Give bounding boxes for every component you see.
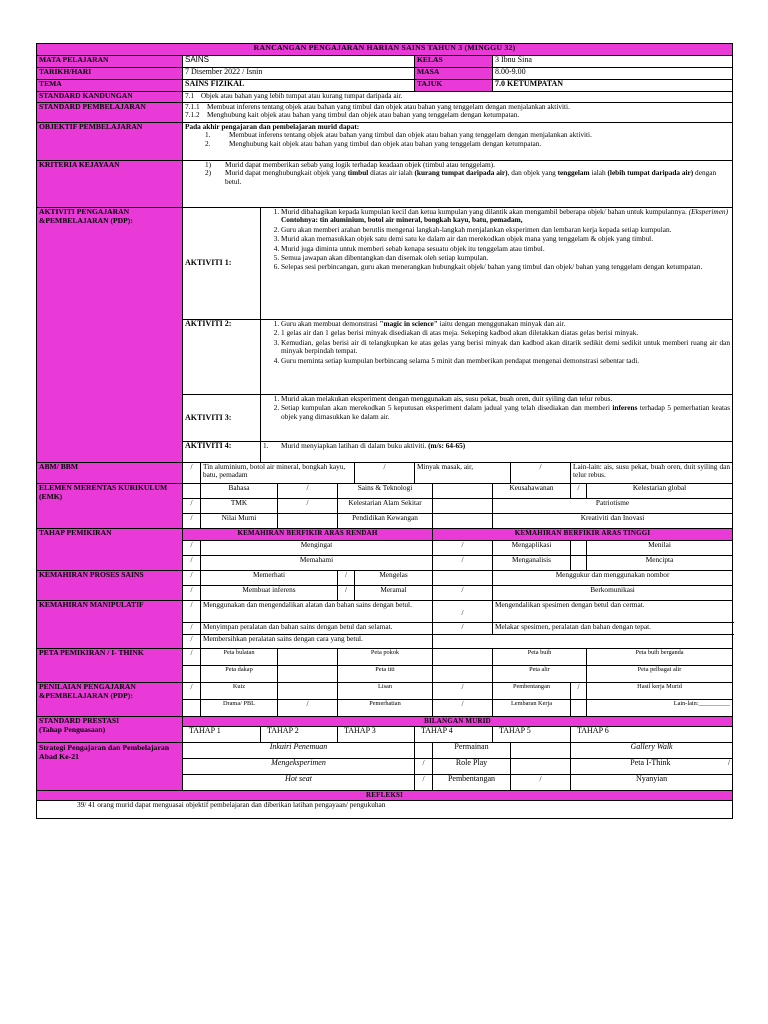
aktiviti-1-step: 2. Guru akan memberi arahan berutlis mengenai langkah-langkah menjalankan eksperimen dan lembaran kerja kepada setiap kumpulan. xyxy=(281,226,730,234)
tahap-check xyxy=(571,541,587,556)
tahap-item: Menilai xyxy=(587,541,733,556)
aktiviti-2-list xyxy=(263,320,730,365)
objektif-item xyxy=(185,140,730,148)
kps-check: / xyxy=(338,571,355,586)
strategi-item xyxy=(571,759,733,775)
emk-item: Kreativiti dan Inovasi xyxy=(493,514,733,529)
penilaian-item: Pemerhatian xyxy=(338,700,433,717)
peta-item: Peta buih xyxy=(493,649,587,666)
emk-item: Sains & Teknologi xyxy=(338,484,433,499)
abm-check-1: / xyxy=(183,463,201,484)
tahap-check: / xyxy=(183,556,201,571)
strategi-item: Permainan xyxy=(433,743,511,759)
kps-item: Meramal xyxy=(355,586,433,601)
tahap-prestasi: TAHAP 2 xyxy=(261,727,338,743)
aktiviti-3-step xyxy=(281,404,730,421)
peta-item: Peta pokok xyxy=(338,649,433,666)
aktiviti-1-step: 5. Semua jawapan akan dibentangkan dan disemak oleh setiap kumpulan. xyxy=(281,254,730,262)
label-tarikh: TARIKH/HARI xyxy=(37,68,183,80)
label-abm: ABM/ BBM xyxy=(37,463,183,484)
aktiviti-1-step xyxy=(281,208,730,225)
label-kps: KEMAHIRAN PROSES SAINS xyxy=(37,571,183,601)
abm-item-1: Tin aluminium, botol air mineral, bongkah kayu, batu, pemadam xyxy=(201,463,355,484)
objektif-number: 1. xyxy=(205,130,211,140)
label-kriteria: KRITERIA KEJAYAAN xyxy=(37,161,183,208)
strategi-item: Hot seat xyxy=(183,775,415,791)
peta-item: Peta alir xyxy=(493,666,587,683)
value-tajuk: 7.0 KETUMPATAN xyxy=(493,80,733,92)
penilaian-item: Drama/ PBL xyxy=(201,700,278,717)
aktiviti-4-pages: (m/s: 64-65) xyxy=(428,441,466,450)
penilaian-check: / xyxy=(571,683,587,700)
kriteria-kejayaan xyxy=(183,161,733,208)
strategi-check: / xyxy=(415,759,433,775)
sp-item xyxy=(185,111,730,119)
value-masa: 8.00-9.00 xyxy=(493,68,733,80)
emk-check xyxy=(183,484,201,499)
peta-check xyxy=(278,666,338,683)
strategi-item: Role Play xyxy=(433,759,511,775)
manipulatif-check: / xyxy=(433,623,493,635)
header-kbar: KEMAHIRAN BERFIKIR ARAS RENDAH xyxy=(183,529,433,541)
aktiviti-3-inferens: inferens xyxy=(612,403,638,413)
sk-number: 7.1 xyxy=(185,91,195,100)
aktiviti-1-step: 3. Murid akan memasukkan objek satu demi satu ke dalam air dan merekodkan objek mana yang tenggelam & objek yang timbul. xyxy=(281,235,730,243)
penilaian-item: Lembaran Kerja xyxy=(493,700,571,717)
kps-check xyxy=(433,571,493,586)
kriteria-tenggelam: tenggelam xyxy=(557,168,590,178)
kps-check: / xyxy=(183,571,201,586)
tahap-item: Mengingat xyxy=(201,541,433,556)
manipulatif-check: / xyxy=(183,623,201,635)
penilaian-item: Lisan xyxy=(338,683,433,700)
kps-item: Berkomunikasi xyxy=(493,586,733,601)
penilaian-check: / xyxy=(433,700,493,717)
emk-item: Patriotisme xyxy=(493,499,733,514)
manipulatif-empty xyxy=(433,635,733,649)
label-objektif: OBJEKTIF PEMBELAJARAN xyxy=(37,123,183,161)
manipulatif-item: Menggunakan dan mengendalikan alatan dan bahan sains dengan betul. xyxy=(201,601,433,623)
aktiviti-2-label: AKTIVITI 2: xyxy=(183,320,261,395)
penilaian-check: / xyxy=(278,700,338,717)
penilaian-item: Hasil kerja Murid xyxy=(587,683,733,700)
strategi-check: / xyxy=(415,775,433,791)
penilaian-check xyxy=(183,700,201,717)
label-tajuk: TAJUK xyxy=(415,80,493,92)
manipulatif-check: / xyxy=(183,635,201,649)
manipulatif-item: Menyimpan peralatan dan bahan sains dengan betul dan selamat. xyxy=(201,623,433,635)
aktiviti-1-step-text: Murid dibahagikan kepada kumpulan kecil dan ketua kumpulan yang dilantik akan mengambil beberapa objek/ bahan untuk kumpulannya. xyxy=(281,207,689,216)
penilaian-item: Lain-lain:__________ xyxy=(587,700,733,717)
aktiviti-4-number: 1. xyxy=(263,441,269,450)
penilaian-check: / xyxy=(433,683,493,700)
manipulatif-item: Mengendalikan spesimen dengan betul dan cermat. xyxy=(493,601,733,623)
tahap-item: Mencipta xyxy=(587,556,733,571)
kriteria-text: ialah xyxy=(589,168,608,178)
label-mata-pelajaran: MATA PELAJARAN xyxy=(37,56,183,68)
kps-item: Menggukur dan menggunakan nombor xyxy=(493,571,733,586)
tahap-check: / xyxy=(433,556,493,571)
aktiviti-2-step: 2. 1 gelas air dan 1 gelas berisi minyak disediakan di atas meja. Sekeping kadbod akan diletakkan diatas gelas berisi minyak. xyxy=(281,329,730,337)
aktiviti-1-step: 4. Murid juga diminta untuk memberi sebab kenapa sesuatu objek itu tenggelam atau timbul. xyxy=(281,245,730,253)
kriteria-item xyxy=(205,169,730,186)
aktiviti-1-contoh-label: Contohnya: xyxy=(281,215,320,225)
aktiviti-4-text: Murid menyiapkan latihan di dalam buku aktiviti. xyxy=(281,441,429,450)
tahap-check: / xyxy=(433,541,493,556)
peta-item: Peta pelbagai alir xyxy=(587,666,733,683)
objektif-intro: Pada akhir pengajaran dan pembelajaran murid dapat: xyxy=(185,122,360,131)
strategi-item: Gallery Walk xyxy=(571,743,733,759)
peta-check xyxy=(433,666,493,683)
aktiviti-2-step xyxy=(281,320,730,328)
sp-number: 7.1.2 xyxy=(185,110,200,120)
aktiviti-2-step: 4. Guru meminta setiap kumpulan berbincang selama 5 minit dan memberikan pendapat mengenai demonstrasi sebentar tadi. xyxy=(281,357,730,365)
abm-item-2: Minyak masak, air, xyxy=(415,463,511,484)
emk-check: / xyxy=(278,484,338,499)
abm-item-3: Lain-lain: ais, susu pekat, buah oren, duit syiling dan telur rebus. xyxy=(571,463,733,484)
aktiviti-3-step: 1. Murid akan melakukan eksperiment dengan menggunakan ais, susu pekat, buah oren, duit syiling dan telur rebus. xyxy=(281,395,730,403)
kps-item: Memerhati xyxy=(201,571,338,586)
aktiviti-3-step-text: terhadap 5 pemerhatian keatas objek yang dimasukkan ke dalam air. xyxy=(281,403,731,421)
aktiviti-2-step-text: Guru akan membuat demonstrasi xyxy=(281,319,380,328)
aktiviti-4-label: AKTIVITI 4: xyxy=(183,442,261,463)
kriteria-text: , dan objek yang xyxy=(507,168,558,178)
kriteria-lebih-tumpat: (lebih tumpat daripada air) xyxy=(607,168,694,178)
aktiviti-3-step-text: Setiap kumpulan akan merekodkan 5 keputusan eksperiment dalam jadual yang telah disediakan dan memberi xyxy=(281,403,613,413)
kriteria-number: 2) xyxy=(205,168,212,178)
standard-kandungan xyxy=(183,92,733,103)
label-emk: ELEMEN MERENTAS KURIKULUM (EMK) xyxy=(37,484,183,529)
label-standard-prestasi xyxy=(37,717,183,743)
abm-check-3: / xyxy=(511,463,571,484)
tahap-prestasi: TAHAP 1 xyxy=(183,727,261,743)
standard-prestasi-title: STANDARD PRESTASI xyxy=(39,716,120,725)
label-kelas: KELAS xyxy=(415,56,493,68)
manipulatif-item: Melakar spesimen, peralatan dan bahan dengan tepat. xyxy=(493,623,733,635)
objektif-number: 2. xyxy=(205,138,211,148)
manipulatif-check-lower: / xyxy=(461,608,464,618)
kriteria-kurang-tumpat: (kurang tumpat daripada air) xyxy=(414,168,508,178)
kriteria-number: 1) xyxy=(205,160,212,169)
peta-item: Peta bulatan xyxy=(201,649,278,666)
emk-check xyxy=(433,514,493,529)
kps-item: Mengelas xyxy=(355,571,433,586)
label-tahap-pemikiran: TAHAP PEMIKIRAN xyxy=(37,529,183,571)
tahap-check xyxy=(571,556,587,571)
tahap-prestasi: TAHAP 4 xyxy=(415,727,493,743)
label-strategi: Strategi Pengajaran dan Pembelajaran Abad Ke-21 xyxy=(37,743,183,791)
emk-check: / xyxy=(183,499,201,514)
label-tema: TEMA xyxy=(37,80,183,92)
lesson-plan-table xyxy=(36,43,733,819)
value-tarikh: 7 Disember 2022 / Isnin xyxy=(183,68,415,80)
emk-item: Pendidikan Kewangan xyxy=(338,514,433,529)
strategi-item: Nyanyian xyxy=(571,775,733,791)
tahap-check: / xyxy=(183,541,201,556)
emk-item: Kelestarian global xyxy=(587,484,733,499)
aktiviti-1-content xyxy=(261,208,733,320)
emk-check xyxy=(433,499,493,514)
kriteria-text: Murid dapat menghubungkait objek yang xyxy=(225,168,348,178)
kriteria-timbul: timbul xyxy=(347,168,369,178)
emk-check: / xyxy=(571,484,587,499)
aktiviti-1-label: AKTIVITI 1: xyxy=(183,208,261,320)
aktiviti-1-list xyxy=(263,208,730,272)
objektif-text: Menghubung kait objek atau bahan yang timbul dan objek atau bahan yang tenggelam dengan ketumpatan. xyxy=(229,138,542,148)
label-manipulatif: KEMAHIRAN MANIPULATIF xyxy=(37,601,183,649)
strategi-check xyxy=(415,743,433,759)
aktiviti-2-content xyxy=(261,320,733,395)
peta-check: / xyxy=(183,649,201,666)
tahap-prestasi: TAHAP 5 xyxy=(493,727,571,743)
emk-check xyxy=(433,484,493,499)
emk-check xyxy=(278,514,338,529)
sp-number: 7.1.1 xyxy=(185,102,200,111)
kps-item: Membuat inferens xyxy=(201,586,338,601)
emk-item: TMK xyxy=(201,499,278,514)
value-kelas: 3 Ibnu Sina xyxy=(493,56,733,68)
header-kbat: KEMAHIRAN BERFIKIR ARAS TINGGI xyxy=(433,529,733,541)
strategi-check: / xyxy=(727,758,731,767)
objektif-text: Membuat inferens tentang objek atau bahan yang timbul dan objek atau bahan yang tenggelam dengan menjalankan aktiviti. xyxy=(229,130,592,140)
value-mata-pelajaran: SAINS xyxy=(183,56,415,68)
sp-text: Membuat inferens tentang objek atau bahan yang timbul dan objek atau bahan yang tenggelam dengan menjalankan aktiviti. xyxy=(207,102,570,111)
emk-item: Nilai Murni xyxy=(201,514,278,529)
strategi-item: Pembentangan xyxy=(433,775,511,791)
kriteria-text: dengan betul. xyxy=(225,168,717,186)
standard-pembelajaran xyxy=(183,103,733,123)
aktiviti-3-list xyxy=(263,395,730,421)
penilaian-item: Kuiz xyxy=(201,683,278,700)
tahap-prestasi: TAHAP 3 xyxy=(338,727,415,743)
tahap-item: Memahami xyxy=(201,556,433,571)
strategi-check xyxy=(511,743,571,759)
label-peta: PETA PEMIKIRAN / I- THINK xyxy=(37,649,183,683)
kps-check: / xyxy=(338,586,355,601)
emk-item: Keusahawanan xyxy=(493,484,571,499)
header-refleksi: REFLEKSI xyxy=(37,791,733,801)
sp-text: Menghubung kait objek atau bahan yang timbul dan objek atau bahan yang tenggelam dengan ketumpatan. xyxy=(207,110,520,120)
strategi-check: / xyxy=(511,775,571,791)
label-standard-kandungan: STANDARD KANDUNGAN xyxy=(37,92,183,103)
peta-item: Peta buih berganda xyxy=(587,649,733,666)
aktiviti-1-step: 6. Selepas sesi perbincangan, guru akan menerangkan hubungkait objek/ bahan yang timbul dan objek/ bahan yang tenggelam dengan ketumpatan. xyxy=(281,263,730,271)
emk-item: Bahasa xyxy=(201,484,278,499)
aktiviti-2-step: 3. Kemudian, gelas berisi air di telangkupkan ke atas gelas yang berisi minyak dan kadbod akan ditarik sedikit demi sedikit untuk memberi ruang air dan minyak berpindah tempat. xyxy=(281,339,730,356)
penilaian-item: Pembentangan xyxy=(493,683,571,700)
penilaian-check: / xyxy=(183,683,201,700)
aktiviti-2-step-text: iaitu dengan menggunakan minyak dan air. xyxy=(437,319,566,328)
peta-item: Peta dakap xyxy=(201,666,278,683)
peta-check xyxy=(433,649,493,666)
tahap-item: Mengaplikasi xyxy=(493,541,571,556)
aktiviti-1-step-note: (Eksperimen) xyxy=(688,207,729,216)
header-bilangan-murid: BILANGAN MURID xyxy=(183,717,733,727)
penilaian-check xyxy=(571,700,587,717)
strategi-item-text: Peta I-Think xyxy=(630,758,671,767)
kriteria-text: Murid dapat memberikan sebab yang logik terhadap keadaan objek (timbul atau tenggelam). xyxy=(225,160,495,169)
aktiviti-1-contoh-items: tin aluminium, botol air mineral, bongkah kayu, batu, pemadam, xyxy=(319,215,523,225)
emk-check: / xyxy=(278,499,338,514)
strategi-item: Inkuiri Penemuan xyxy=(183,743,415,759)
emk-check: / xyxy=(183,514,201,529)
penilaian-check xyxy=(278,683,338,700)
kps-check: / xyxy=(433,586,493,601)
kps-check: / xyxy=(183,586,201,601)
manipulatif-check: / xyxy=(183,601,201,623)
tahap-item: Menganalisis xyxy=(493,556,571,571)
aktiviti-3-label: AKTIVITI 3: xyxy=(183,395,261,442)
objektif-pembelajaran xyxy=(183,123,733,161)
aktiviti-4-content xyxy=(261,442,733,463)
lesson-plan-document xyxy=(36,43,732,819)
standard-prestasi-subtitle: (Tahap Penguasaan) xyxy=(39,724,106,734)
aktiviti-2-magic: "magic in science" xyxy=(379,319,438,328)
document-title: RANCANGAN PENGAJARAN HARIAN SAINS TAHUN 3 (MINGGU 32) xyxy=(37,44,733,56)
aktiviti-3-content xyxy=(261,395,733,442)
strategi-item: Mengeksperimen xyxy=(183,759,415,775)
label-aktiviti: AKTIVITI PENGAJARAN &PEMBELAJARAN (PDP): xyxy=(37,208,183,463)
label-masa: MASA xyxy=(415,68,493,80)
manipulatif-item: Membersihkan peralatan sains dengan cara yang betul. xyxy=(201,635,433,649)
peta-item: Peta titi xyxy=(338,666,433,683)
manipulatif-check xyxy=(433,601,493,623)
kriteria-text: diatas air ialah xyxy=(368,168,415,178)
tahap-prestasi: TAHAP 6 xyxy=(571,727,733,743)
label-standard-pembelajaran: STANDARD PEMBELAJARAN xyxy=(37,103,183,123)
peta-check xyxy=(278,649,338,666)
emk-item: Kelestarian Alam Sekitar xyxy=(338,499,433,514)
label-penilaian: PENILAIAN PENGAJARAN &PEMBELAJARAN (PDP): xyxy=(37,683,183,717)
refleksi-text: 39/ 41 orang murid dapat menguasai objektif pembelajaran dan diberikan latihan pengayaan/ pengukuhan xyxy=(37,801,733,819)
strategi-check xyxy=(511,759,571,775)
peta-check xyxy=(183,666,201,683)
value-tema: SAINS FIZIKAL xyxy=(183,80,415,92)
abm-check-2: / xyxy=(355,463,415,484)
sk-text: Objek atau bahan yang lebih tumpat atau kurang tumpat daripada air. xyxy=(200,91,403,100)
